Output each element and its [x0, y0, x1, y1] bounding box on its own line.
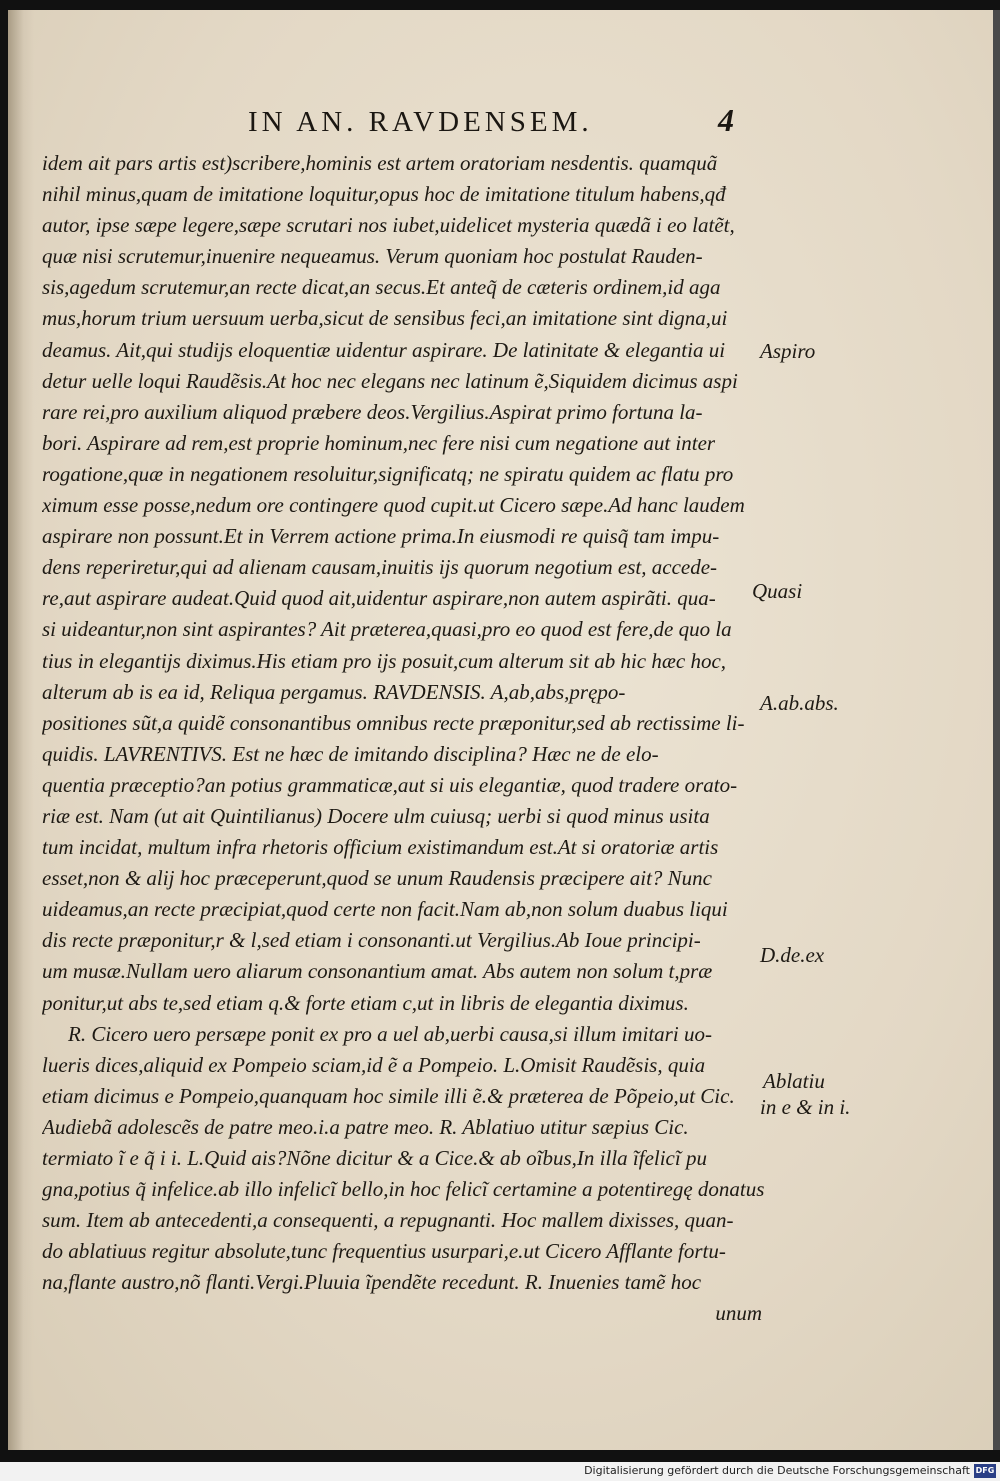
text-line: deamus. Ait,qui studijs eloquentiæ uidentur aspirare. De latinitate & elegantia ui — [42, 337, 726, 362]
text-line: autor, ipse sæpe legere,sæpe scrutari nos iubet,uidelicet mysteria quædã i eo latẽt, — [42, 213, 735, 238]
text-line: quidis. LAVRENTIVS. Est ne hæc de imitando disciplina? Hæc ne de elo- — [42, 741, 659, 766]
text-line: ximum esse posse,nedum ore contingere quod cupit.ut Cicero sæpe.Ad hanc laudem — [42, 493, 745, 518]
text-line: uideamus,an recte præcipiat,quod certe non facit.Nam ab,non solum duabus liqui — [42, 897, 728, 922]
text-line: sis,agedum scrutemur,an recte dicat,an secus.Et anteq̃ de cæteris ordinem,id aga — [42, 275, 721, 300]
text-line: tius in elegantijs diximus.His etiam pro ijs posuit,cum alterum sit ab hic hæc hoc, — [42, 648, 727, 673]
text-line: aspirare non possunt.Et in Verrem actione prima.In eiusmodi re quisq̃ tam impu- — [42, 524, 720, 549]
text-line: rogatione,quæ in negationem resoluitur,significatq; ne spiratu quidem ac flatu pro — [42, 461, 734, 486]
text-line: detur uelle loqui Raudẽsis.At hoc nec elegans nec latinum ẽ,Siquidem dicimus aspi — [42, 368, 738, 393]
page-gutter-shadow — [8, 10, 34, 1450]
margin-note-quasi: Quasi — [752, 579, 803, 603]
margin-note-d-de-ex: D.de.ex — [760, 943, 825, 967]
text-line: gna,potius q̃ infelice.ab illo infelicĩ bello,in hoc felicĩ certamine a potentiregę donatus — [42, 1177, 765, 1202]
text-line: dis recte præponitur,r & l,sed etiam i consonanti.ut Vergilius.Ab Ioue principi- — [42, 928, 701, 953]
margin-note-a-ab-abs: A.ab.abs. — [760, 691, 839, 715]
text-line: nihil minus,quam de imitatione loquitur,opus hoc de imitatione titulum habens,qđ — [42, 182, 726, 207]
text-line: Audiebã adolescẽs de patre meo.i.a patre meo. R. Ablatiuo utitur sæpius Cic. — [42, 1114, 689, 1139]
text-line: na,flante austro,nõ flanti.Vergi.Pluuia ĩpendẽte recedunt. R. Inuenies tamẽ hoc — [42, 1270, 702, 1295]
text-line: positiones sũt,a quidẽ consonantibus omnibus recte præponitur,sed ab rectissime li- — [42, 710, 745, 735]
text-line: bori. Aspirare ad rem,est proprie hominum,nec fere nisi cum negatione aut inter — [42, 430, 716, 455]
text-line: lueris dices,aliquid ex Pompeio sciam,id ẽ a Pompeio. L.Omisit Raudẽsis, quia — [42, 1052, 706, 1077]
text-line: re,aut aspirare audeat.Quid quod ait,uidentur aspirare,non autem aspirãti. qua- — [42, 586, 716, 611]
text-line: mus,horum trium uersuum uerba,sicut de sensibus feci,an imitatione sint digna,ui — [42, 306, 728, 331]
body-text — [42, 148, 802, 1330]
running-head-title: IN AN. RAVDENSEM. — [248, 106, 593, 138]
text-line: quæ nisi scrutemur,inuenire nequeamus. Verum quoniam hoc postulat Rauden- — [42, 244, 703, 269]
text-line: si uideantur,non sint aspirantes? Ait præterea,quasi,pro eo quod est fere,de quo la — [42, 617, 732, 642]
text-line: do ablatiuus regitur absolute,tunc frequentius usurpari,e.ut Cicero Afflante fortu- — [42, 1239, 726, 1264]
text-line: termiato ĩ e q̃ i i. L.Quid ais?Nõne dicitur & a Cice.& ab oĩbus,In illa ĩfelicĩ pu — [42, 1146, 707, 1170]
text-line: ponitur,ut abs te,sed etiam q.& forte etiam c,ut in libris de elegantia diximus. — [42, 990, 689, 1015]
text-line: tum incidat, multum infra rhetoris officium existimandum est.At si oratoriæ artis — [42, 835, 719, 860]
text-line: idem ait pars artis est)scribere,hominis est artem oratoriam nesdentis. quamquã — [42, 151, 718, 175]
text-line: etiam dicimus e Pompeio,quanquam hoc simile illi ẽ.& præterea de Põpeio,ut Cic. — [42, 1083, 735, 1108]
text-line: R. Cicero uero persæpe ponit ex pro a uel ab,uerbi causa,si illum imitari uo- — [68, 1021, 712, 1046]
running-head — [8, 102, 994, 146]
margin-note-aspiro: Aspiro — [760, 339, 816, 363]
text-line: um musæ.Nullam uero aliarum consonantium amat. Abs autem non solum t,præ — [42, 959, 713, 984]
text-line: riæ est. Nam (ut ait Quintilianus) Docere ulm cuiusq; uerbi si quod minus usita — [42, 803, 710, 828]
margin-note-ablatiu: Ablatiu — [763, 1069, 825, 1093]
dfg-logo-icon: DFG — [974, 1464, 996, 1478]
text-line: sum. Item ab antecedenti,a consequenti, a repugnanti. Hoc mallem dixisses, quan- — [42, 1208, 734, 1233]
text-line: unum — [715, 1301, 762, 1326]
footer-bar — [0, 1462, 1000, 1481]
text-line: esset,non & alij hoc præceperunt,quod se unum Raudensis præcipere ait? Nunc — [42, 866, 712, 891]
text-line: alterum ab is ea id, Reliqua pergamus. RAVDENSIS. A,ab,abs,prępo- — [42, 679, 626, 704]
funding-notice: Digitalisierung gefördert durch die Deutsche Forschungsgemeinschaft — [584, 1464, 970, 1477]
margin-note-in-e-in-i: in e & in i. — [760, 1095, 851, 1119]
page-edge — [993, 10, 1000, 1450]
page-number: 4 — [718, 102, 734, 138]
text-line: quentia præceptio?an potius grammaticæ,aut si uis elegantiæ, quod tradere orato- — [42, 772, 738, 797]
text-line: rare rei,pro auxilium aliquod præbere deos.Vergilius.Aspirat primo fortuna la- — [42, 399, 703, 424]
text-line: dens reperiretur,qui ad alienam causam,inuitis ijs quorum negotium est, accede- — [42, 555, 718, 580]
book-page — [8, 10, 995, 1450]
